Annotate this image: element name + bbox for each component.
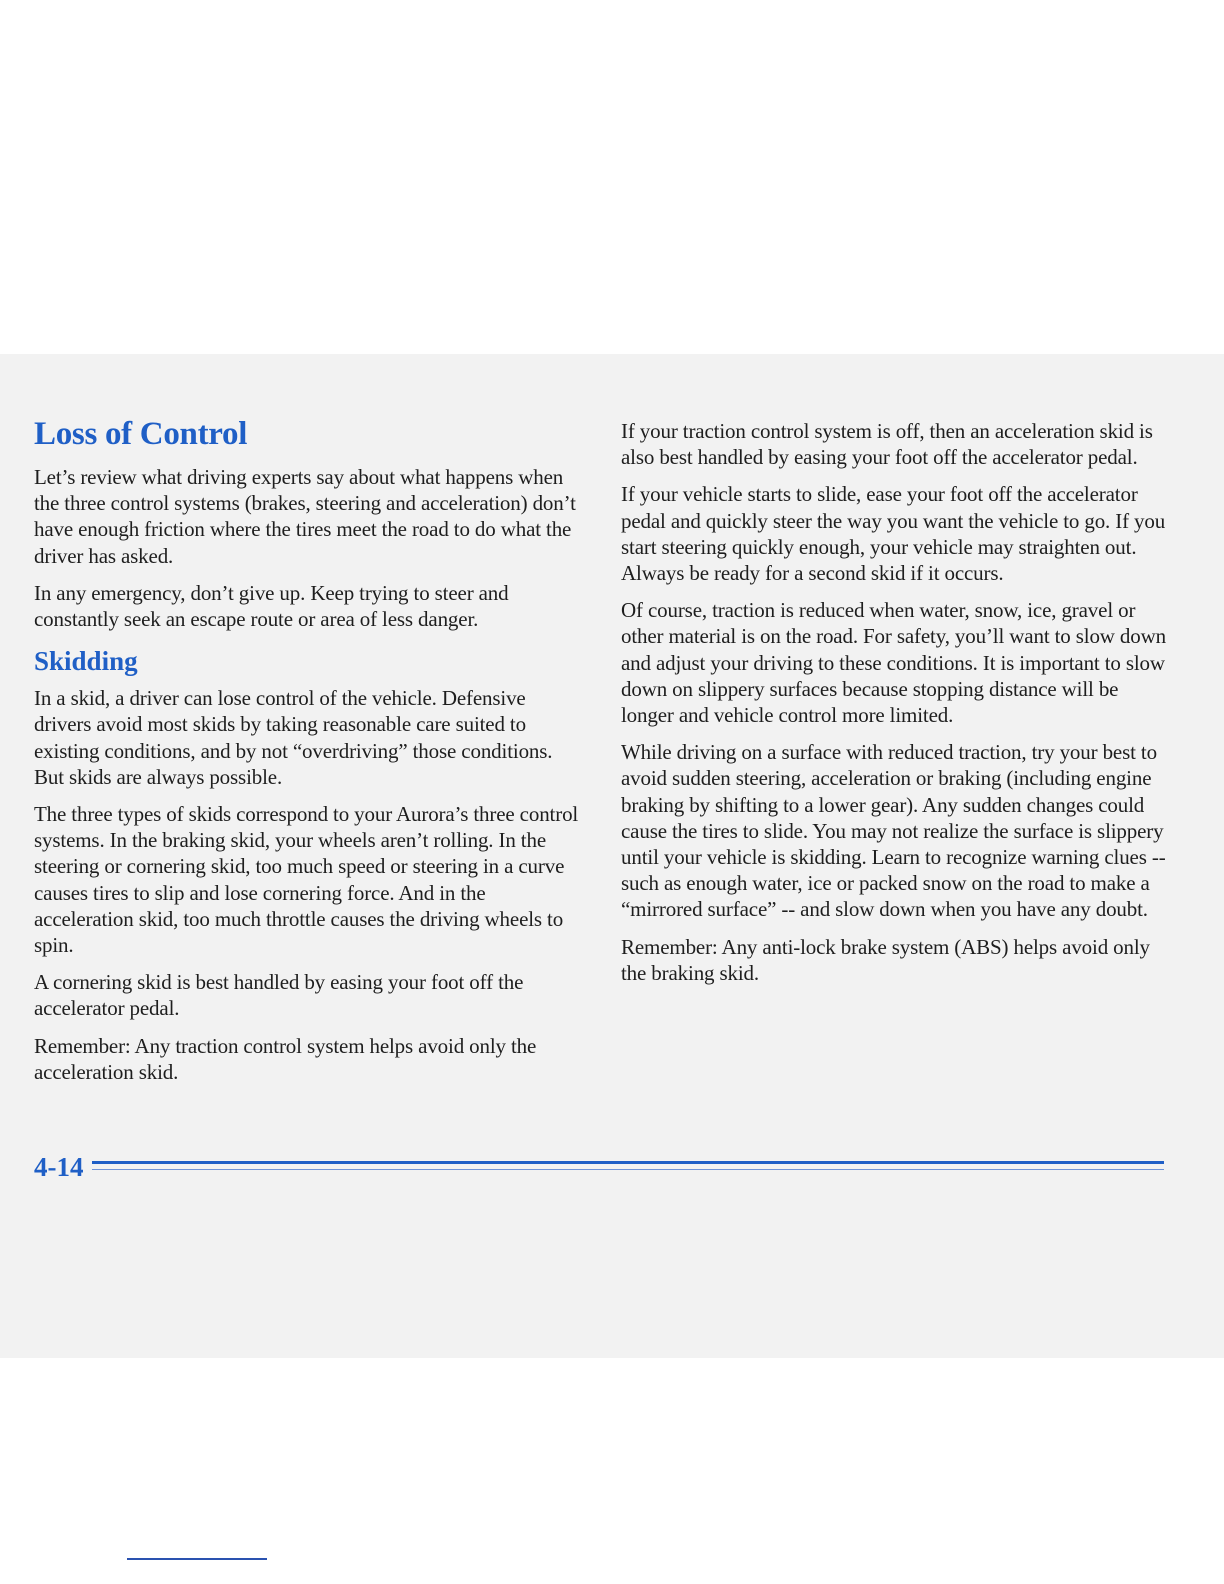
paragraph: If your vehicle starts to slide, ease your foot off the accelerator pedal and quickly steer the way you want the vehicle to go. If you start steering quickly enough, your vehicle may straighten out. Always be ready for a second skid if it occurs. xyxy=(621,482,1166,586)
paragraph: Of course, traction is reduced when water, snow, ice, gravel or other material is on the road. For safety, you’ll want to slow down and adjust your driving to these conditions. It is important to slow down on slippery surfaces because stopping distance will be longer and vehicle control more limited. xyxy=(621,598,1166,728)
footer-rule-thin xyxy=(92,1169,1164,1170)
paragraph: A cornering skid is best handled by easing your foot off the accelerator pedal. xyxy=(34,970,524,1021)
left-column xyxy=(34,412,584,1096)
paragraph: Let’s review what driving experts say about what happens when the three control systems (brakes, steering and acceleration) don’t have enough friction where the tires meet the road to do what the driver has asked. xyxy=(34,465,576,568)
right-column xyxy=(621,418,1169,997)
section-title-loss-of-control: Loss of Control xyxy=(34,416,248,452)
page-footer xyxy=(34,1150,1164,1184)
bottom-edge-mark xyxy=(127,1558,267,1560)
page-number: 4-14 xyxy=(34,1152,84,1182)
paragraph: In any emergency, don’t give up. Keep trying to steer and constantly seek an escape route or area of less danger. xyxy=(34,580,509,632)
paragraph: Remember: Any traction control system helps avoid only the acceleration skid. xyxy=(34,1033,537,1084)
subsection-title-skidding: Skidding xyxy=(34,646,138,677)
paragraph: The three types of skids correspond to your Aurora’s three control systems. In the braking skid, your wheels aren’t rolling. In the steering or cornering skid, too much speed or steering in a curve causes tires to slip and lose cornering force. And in the acceleration skid, too much throttle causes the driving wheels to spin. xyxy=(34,802,579,958)
paragraph: In a skid, a driver can lose control of the vehicle. Defensive drivers avoid most skids by taking reasonable care suited to existing conditions, and by not “overdriving” those conditions. But skids are always possible. xyxy=(34,686,553,789)
paragraph: If your traction control system is off, then an acceleration skid is also best handled by easing your foot off the accelerator pedal. xyxy=(621,419,1153,470)
footer-rule xyxy=(92,1161,1164,1164)
paragraph: Remember: Any anti-lock brake system (ABS) helps avoid only the braking skid. xyxy=(621,934,1150,985)
paragraph: While driving on a surface with reduced traction, try your best to avoid sudden steering, acceleration or braking (including engine braking by shifting to a lower gear). Any sudden changes could cause the tires to slide. You may not realize the surface is slippery until your vehicle is skidding. Learn to recognize warning clues -- such as enough water, ice or packed snow on the road to make a “mirrored surface” -- and slow down when you have any doubt. xyxy=(621,740,1166,922)
